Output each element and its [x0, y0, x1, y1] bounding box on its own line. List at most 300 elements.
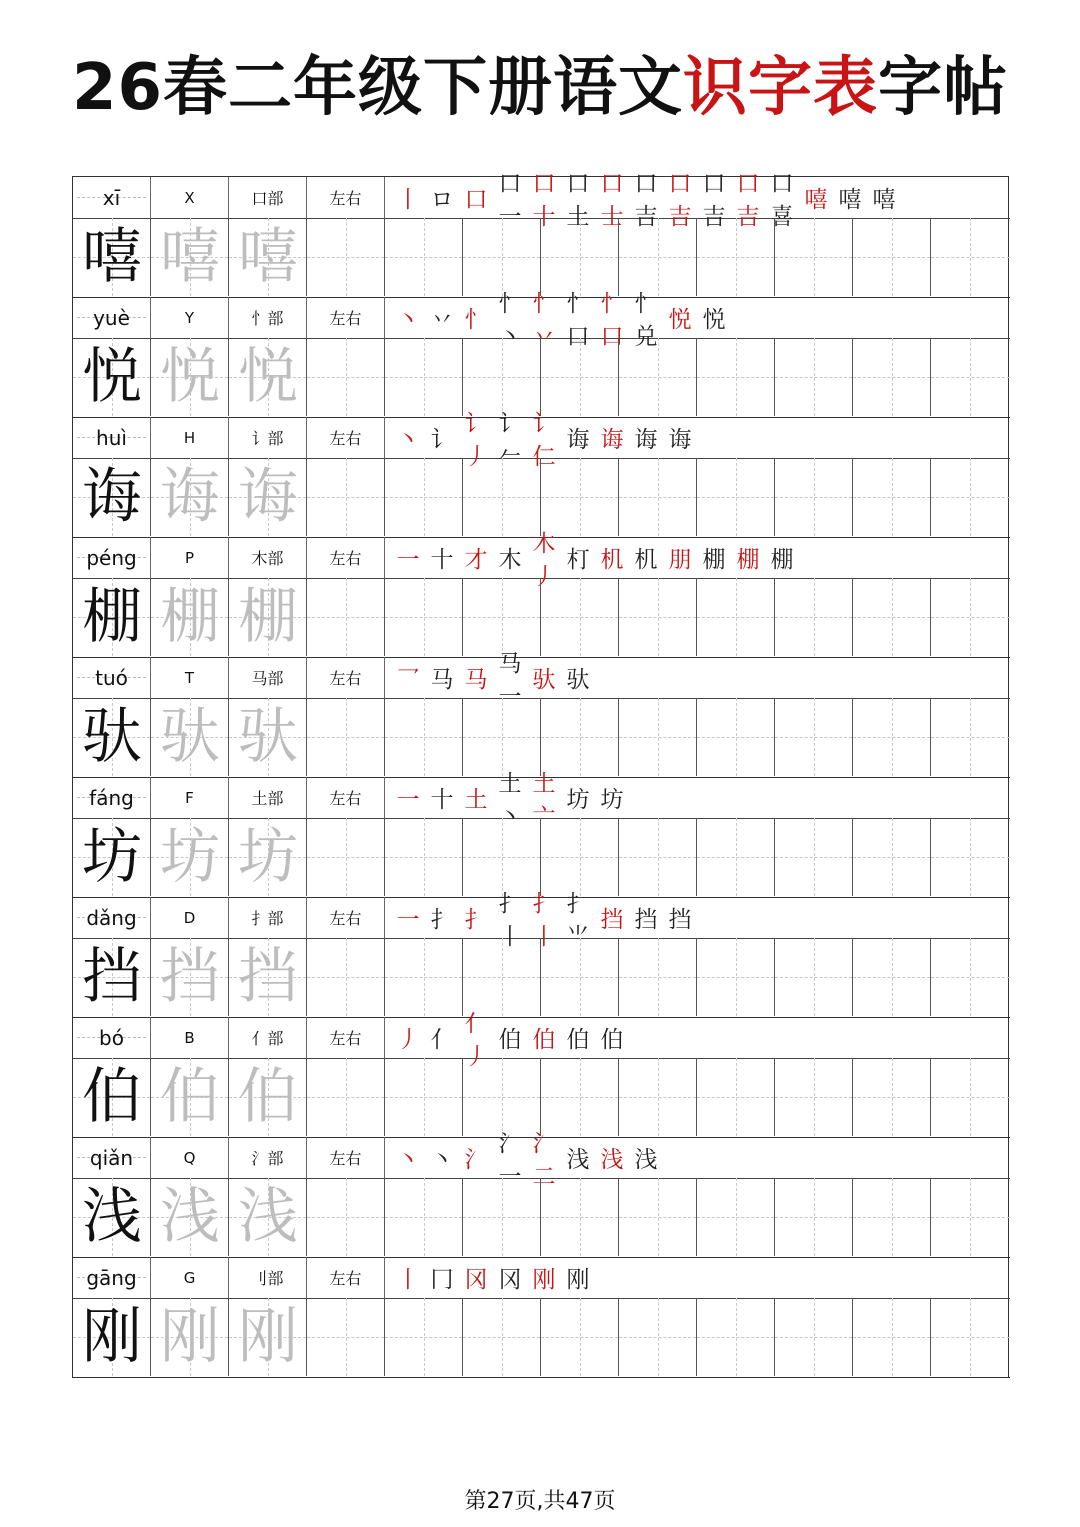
blank-practice-box[interactable] — [619, 818, 697, 896]
practice-grid — [73, 1298, 1010, 1378]
blank-practice-box[interactable] — [541, 938, 619, 1016]
trace-char: 刚 — [238, 1302, 298, 1372]
blank-practice-box[interactable] — [853, 458, 931, 536]
blank-practice-box[interactable] — [619, 338, 697, 416]
blank-practice-box[interactable] — [697, 578, 775, 656]
blank-practice-box[interactable] — [931, 818, 1010, 896]
stroke-step: 一 — [396, 787, 420, 813]
blank-practice-box[interactable] — [931, 578, 1010, 656]
stroke-step: 刚 — [566, 1267, 590, 1293]
blank-practice-box[interactable] — [619, 458, 697, 536]
trace-char: 挡 — [160, 942, 220, 1012]
initial-text: H — [183, 428, 196, 447]
page-title — [0, 48, 1080, 128]
stroke-step: 土亠 — [532, 770, 556, 830]
stroke-step: 口土 — [566, 170, 590, 230]
structure-text: 左右 — [329, 1269, 362, 1288]
page-number: 第27页,共47页 — [464, 1489, 616, 1514]
blank-practice-box[interactable] — [853, 938, 931, 1016]
blank-practice-box[interactable] — [931, 218, 1010, 296]
radical-text: 土部 — [251, 789, 284, 808]
stroke-step: ロ — [430, 187, 454, 213]
model-char: 浅 — [82, 1182, 142, 1252]
trace-char: 浅 — [238, 1182, 298, 1252]
stroke-step: 扌⺌ — [566, 890, 590, 950]
trace-char: 嘻 — [238, 222, 298, 292]
blank-practice-box[interactable] — [853, 1058, 931, 1136]
blank-practice-box[interactable] — [853, 818, 931, 896]
trace-char: 坊 — [160, 822, 220, 892]
blank-practice-box[interactable] — [697, 938, 775, 1016]
character-entry — [73, 410, 1010, 537]
trace-char-box — [151, 1298, 229, 1376]
blank-practice-box[interactable] — [385, 1298, 463, 1376]
stroke-step: 丶 — [396, 307, 420, 333]
pinyin-cell — [73, 1017, 151, 1058]
stroke-step: 伯 — [600, 1027, 624, 1053]
character-entry — [73, 1130, 1010, 1257]
pinyin-cell — [73, 1257, 151, 1298]
blank-practice-box[interactable] — [697, 698, 775, 776]
practice-sheet — [72, 170, 1009, 1378]
stroke-step: 氵一 — [498, 1130, 522, 1190]
blank-practice-box[interactable] — [853, 1298, 931, 1376]
pinyin-cell — [73, 657, 151, 698]
stroke-step: 扌丨 — [498, 890, 522, 950]
pinyin-text: dǎng — [86, 905, 137, 930]
blank-practice-box[interactable] — [697, 458, 775, 536]
blank-practice-box[interactable] — [931, 1058, 1010, 1136]
blank-practice-box[interactable] — [463, 1178, 541, 1256]
stroke-step: 土丶 — [498, 770, 522, 830]
stroke-step: 讠丿 — [464, 410, 488, 470]
character-entry — [73, 530, 1010, 657]
stroke-step: 伯 — [566, 1027, 590, 1053]
radical-text: 口部 — [251, 189, 284, 208]
initial-text: B — [184, 1028, 195, 1047]
pinyin-cell — [73, 177, 151, 218]
radical-cell — [229, 417, 307, 458]
trace-char: 驮 — [160, 702, 220, 772]
structure-text: 左右 — [329, 909, 362, 928]
pinyin-text: xī — [102, 185, 121, 210]
model-char-box — [73, 218, 151, 296]
radical-text: 刂部 — [251, 1269, 284, 1288]
trace-char-box — [229, 338, 307, 416]
blank-practice-box[interactable] — [307, 698, 385, 776]
structure-text: 左右 — [329, 1029, 362, 1048]
blank-practice-box[interactable] — [931, 1298, 1010, 1376]
structure-text: 左右 — [329, 429, 362, 448]
initial-text: P — [184, 548, 195, 567]
radical-text: 忄部 — [251, 309, 284, 328]
stroke-step: 悦 — [668, 307, 692, 333]
blank-practice-box[interactable] — [697, 218, 775, 296]
blank-practice-box[interactable] — [697, 818, 775, 896]
blank-practice-box[interactable] — [619, 938, 697, 1016]
stroke-step: 马 — [430, 667, 454, 693]
trace-char-box — [151, 1178, 229, 1256]
blank-practice-box[interactable] — [775, 698, 853, 776]
stroke-order — [385, 1130, 1010, 1190]
stroke-step: 口一 — [498, 170, 522, 230]
blank-practice-box[interactable] — [307, 1058, 385, 1136]
initial-cell — [151, 537, 229, 578]
trace-char: 浅 — [160, 1182, 220, 1252]
stroke-step: 亻丿 — [464, 1010, 488, 1070]
blank-practice-box[interactable] — [697, 1058, 775, 1136]
info-row — [73, 1130, 1010, 1190]
blank-practice-box[interactable] — [619, 1178, 697, 1256]
blank-practice-box[interactable] — [619, 1058, 697, 1136]
blank-practice-box[interactable] — [385, 1178, 463, 1256]
blank-practice-box[interactable] — [385, 458, 463, 536]
trace-char-box — [229, 1058, 307, 1136]
radical-text: 讠部 — [251, 429, 284, 448]
trace-char-box — [151, 818, 229, 896]
blank-practice-box[interactable] — [931, 1178, 1010, 1256]
blank-practice-box[interactable] — [697, 1178, 775, 1256]
stroke-step: 机 — [600, 547, 624, 573]
stroke-step: 口吉 — [634, 170, 658, 230]
trace-char: 伯 — [160, 1062, 220, 1132]
model-char-box — [73, 1178, 151, 1256]
stroke-order — [385, 530, 1010, 590]
blank-practice-box[interactable] — [385, 698, 463, 776]
blank-practice-box[interactable] — [307, 818, 385, 896]
trace-char: 刚 — [160, 1302, 220, 1372]
initial-text: D — [183, 908, 196, 927]
character-entry — [73, 1010, 1010, 1137]
stroke-step: 一 — [396, 547, 420, 573]
initial-cell — [151, 657, 229, 698]
stroke-step: 扌 — [430, 907, 454, 933]
stroke-step: 土 — [464, 787, 488, 813]
trace-char-box — [229, 1178, 307, 1256]
blank-practice-box[interactable] — [307, 938, 385, 1016]
stroke-step: 口喜 — [770, 170, 794, 230]
structure-text: 左右 — [329, 549, 362, 568]
stroke-step: 口吉 — [668, 170, 692, 230]
trace-char-box — [151, 458, 229, 536]
pinyin-cell — [73, 417, 151, 458]
blank-practice-box[interactable] — [541, 578, 619, 656]
stroke-step: 冂 — [430, 1267, 454, 1293]
blank-practice-box[interactable] — [775, 1298, 853, 1376]
trace-char: 挡 — [238, 942, 298, 1012]
blank-practice-box[interactable] — [385, 578, 463, 656]
blank-practice-box[interactable] — [307, 1298, 385, 1376]
initial-cell — [151, 417, 229, 458]
structure-text: 左右 — [329, 309, 362, 328]
trace-char-box — [151, 578, 229, 656]
stroke-step: 嘻 — [872, 187, 896, 213]
stroke-step: 诲 — [668, 427, 692, 453]
stroke-step: 亻 — [430, 1027, 454, 1053]
stroke-step: 忄兑 — [634, 290, 658, 350]
stroke-step: 诲 — [566, 427, 590, 453]
stroke-step: 浅 — [634, 1147, 658, 1173]
stroke-order — [385, 770, 1010, 830]
info-row — [73, 290, 1010, 350]
structure-cell — [307, 1257, 385, 1298]
blank-practice-box[interactable] — [463, 1298, 541, 1376]
stroke-step: 扌 — [464, 907, 488, 933]
trace-char: 驮 — [238, 702, 298, 772]
stroke-step: 驮 — [532, 667, 556, 693]
initial-text: Y — [184, 308, 195, 327]
blank-practice-box[interactable] — [775, 1178, 853, 1256]
radical-cell — [229, 177, 307, 218]
pinyin-text: qiǎn — [89, 1145, 134, 1170]
model-char-box — [73, 1298, 151, 1376]
trace-char-box — [229, 458, 307, 536]
stroke-step: 棚 — [770, 547, 794, 573]
pinyin-cell — [73, 297, 151, 338]
blank-practice-box[interactable] — [541, 1298, 619, 1376]
stroke-step: 机 — [634, 547, 658, 573]
model-char: 诲 — [82, 462, 142, 532]
pinyin-text: gāng — [86, 1265, 137, 1290]
initial-cell — [151, 177, 229, 218]
trace-char-box — [151, 698, 229, 776]
blank-practice-box[interactable] — [307, 578, 385, 656]
pinyin-cell — [73, 777, 151, 818]
blank-practice-box[interactable] — [775, 218, 853, 296]
stroke-order — [385, 290, 1010, 350]
model-char-box — [73, 578, 151, 656]
info-row — [73, 170, 1010, 230]
stroke-step: 十 — [430, 547, 454, 573]
blank-practice-box[interactable] — [931, 338, 1010, 416]
model-char-box — [73, 698, 151, 776]
stroke-step: 忄口 — [566, 290, 590, 350]
radical-cell — [229, 897, 307, 938]
trace-char-box — [151, 338, 229, 416]
model-char: 棚 — [82, 582, 142, 652]
blank-practice-box[interactable] — [697, 1298, 775, 1376]
stroke-order — [385, 890, 1010, 950]
blank-practice-box[interactable] — [619, 578, 697, 656]
blank-practice-box[interactable] — [775, 938, 853, 1016]
initial-text: G — [183, 1268, 196, 1287]
practice-grid — [73, 578, 1010, 658]
stroke-step: 挡 — [668, 907, 692, 933]
radical-cell — [229, 1017, 307, 1058]
model-char-box — [73, 338, 151, 416]
info-row — [73, 1257, 1010, 1299]
trace-char: 悦 — [160, 342, 220, 412]
blank-practice-box[interactable] — [307, 1178, 385, 1256]
initial-text: Q — [183, 1148, 196, 1167]
model-char-box — [73, 1058, 151, 1136]
model-char: 嘻 — [82, 222, 142, 292]
stroke-step: 浅 — [600, 1147, 624, 1173]
blank-practice-box[interactable] — [853, 578, 931, 656]
stroke-step: 一 — [396, 907, 420, 933]
stroke-step: 丶 — [430, 1147, 454, 1173]
stroke-order — [385, 170, 1010, 230]
blank-practice-box[interactable] — [775, 338, 853, 416]
radical-text: 亻部 — [251, 1029, 284, 1048]
stroke-step: 扌丨 — [532, 890, 556, 950]
blank-practice-box[interactable] — [385, 938, 463, 1016]
stroke-step: 悦 — [702, 307, 726, 333]
stroke-order — [385, 650, 1010, 710]
stroke-step: 口 — [464, 187, 488, 213]
stroke-step: 丷 — [430, 307, 454, 333]
radical-cell — [229, 537, 307, 578]
blank-practice-box[interactable] — [853, 338, 931, 416]
pinyin-cell — [73, 537, 151, 578]
stroke-step: 讠仁 — [532, 410, 556, 470]
structure-cell — [307, 297, 385, 338]
model-char: 驮 — [82, 702, 142, 772]
stroke-order — [385, 1010, 1010, 1070]
blank-practice-box[interactable] — [775, 578, 853, 656]
structure-cell — [307, 417, 385, 458]
model-char: 挡 — [82, 942, 142, 1012]
info-row — [73, 530, 1010, 590]
stroke-step: 朾 — [566, 547, 590, 573]
stroke-step: 浅 — [566, 1147, 590, 1173]
blank-practice-box[interactable] — [853, 698, 931, 776]
stroke-step: 丿 — [396, 1027, 420, 1053]
stroke-step: 木 — [498, 547, 522, 573]
blank-practice-box[interactable] — [931, 458, 1010, 536]
trace-char: 坊 — [238, 822, 298, 892]
stroke-step: 口吉 — [702, 170, 726, 230]
character-entry — [73, 650, 1010, 777]
trace-char-box — [229, 818, 307, 896]
blank-practice-box[interactable] — [853, 218, 931, 296]
trace-char: 嘻 — [160, 222, 220, 292]
stroke-step: 丨 — [396, 1267, 420, 1293]
pinyin-text: péng — [86, 545, 137, 570]
stroke-step: 诲 — [600, 427, 624, 453]
radical-text: 木部 — [251, 549, 284, 568]
initial-cell — [151, 897, 229, 938]
blank-practice-box[interactable] — [853, 1178, 931, 1256]
blank-practice-box[interactable] — [931, 698, 1010, 776]
stroke-step: 棚 — [736, 547, 760, 573]
character-entry — [73, 770, 1010, 897]
stroke-step: 伯 — [498, 1027, 522, 1053]
pinyin-cell — [73, 897, 151, 938]
trace-char-box — [229, 698, 307, 776]
stroke-step: 冈 — [464, 1267, 488, 1293]
stroke-step: 伯 — [532, 1027, 556, 1053]
trace-char: 悦 — [238, 342, 298, 412]
blank-practice-box[interactable] — [775, 818, 853, 896]
stroke-step: 挡 — [600, 907, 624, 933]
blank-practice-box[interactable] — [385, 338, 463, 416]
trace-char-box — [229, 578, 307, 656]
stroke-step: 讠𠂉 — [498, 410, 522, 470]
initial-cell — [151, 297, 229, 338]
stroke-step: 坊 — [566, 787, 590, 813]
blank-practice-box[interactable] — [385, 218, 463, 296]
initial-text: X — [184, 188, 195, 207]
title-part3: 字帖 — [878, 51, 1009, 125]
blank-practice-box[interactable] — [619, 1298, 697, 1376]
pinyin-text: tuó — [95, 665, 128, 690]
blank-practice-box[interactable] — [307, 338, 385, 416]
stroke-step: 氵二 — [532, 1130, 556, 1190]
stroke-step: 挡 — [634, 907, 658, 933]
structure-cell — [307, 657, 385, 698]
blank-practice-box[interactable] — [541, 1178, 619, 1256]
stroke-step: 丶 — [396, 427, 420, 453]
stroke-step: 刚 — [532, 1267, 556, 1293]
structure-cell — [307, 177, 385, 218]
structure-text: 左右 — [329, 1149, 362, 1168]
initial-cell — [151, 1017, 229, 1058]
trace-char-box — [151, 938, 229, 1016]
stroke-step: 嘻 — [804, 187, 828, 213]
model-char-box — [73, 458, 151, 536]
title-part1: 26春二年级下册语文 — [71, 51, 684, 125]
pinyin-text: yuè — [93, 305, 130, 330]
pinyin-text: fáng — [89, 785, 134, 810]
trace-char-box — [229, 218, 307, 296]
structure-cell — [307, 777, 385, 818]
stroke-step: 坊 — [600, 787, 624, 813]
model-char-box — [73, 938, 151, 1016]
blank-practice-box[interactable] — [697, 338, 775, 416]
structure-text: 左右 — [329, 669, 362, 688]
blank-practice-box[interactable] — [307, 218, 385, 296]
initial-text: F — [185, 788, 194, 807]
stroke-step: 诲 — [634, 427, 658, 453]
blank-practice-box[interactable] — [931, 938, 1010, 1016]
blank-practice-box[interactable] — [619, 698, 697, 776]
blank-practice-box[interactable] — [385, 1058, 463, 1136]
radical-text: 氵部 — [251, 1149, 284, 1168]
info-row — [73, 410, 1010, 470]
blank-practice-box[interactable] — [385, 818, 463, 896]
character-entry — [73, 1257, 1010, 1377]
stroke-step: 十 — [430, 787, 454, 813]
stroke-step: 丶 — [396, 1147, 420, 1173]
trace-char: 诲 — [160, 462, 220, 532]
character-entry — [73, 290, 1010, 417]
stroke-step: 讠 — [430, 427, 454, 453]
trace-char-box — [151, 1058, 229, 1136]
trace-char-box — [229, 1298, 307, 1376]
structure-cell — [307, 897, 385, 938]
stroke-order — [385, 1257, 1010, 1298]
blank-practice-box[interactable] — [775, 1058, 853, 1136]
stroke-step: 丨 — [396, 187, 420, 213]
stroke-step: 马一 — [498, 650, 522, 710]
pinyin-cell — [73, 1137, 151, 1178]
stroke-step: 乛 — [396, 667, 420, 693]
stroke-step: 马 — [464, 667, 488, 693]
trace-char-box — [229, 938, 307, 1016]
character-entry — [73, 170, 1010, 297]
structure-text: 左右 — [329, 189, 362, 208]
blank-practice-box[interactable] — [307, 458, 385, 536]
model-char-box — [73, 818, 151, 896]
model-char: 坊 — [82, 822, 142, 892]
trace-char-box — [151, 218, 229, 296]
title-highlight: 识字表 — [683, 51, 879, 125]
blank-practice-box[interactable] — [775, 458, 853, 536]
radical-cell — [229, 657, 307, 698]
stroke-step: 忄丷 — [532, 290, 556, 350]
initial-cell — [151, 777, 229, 818]
